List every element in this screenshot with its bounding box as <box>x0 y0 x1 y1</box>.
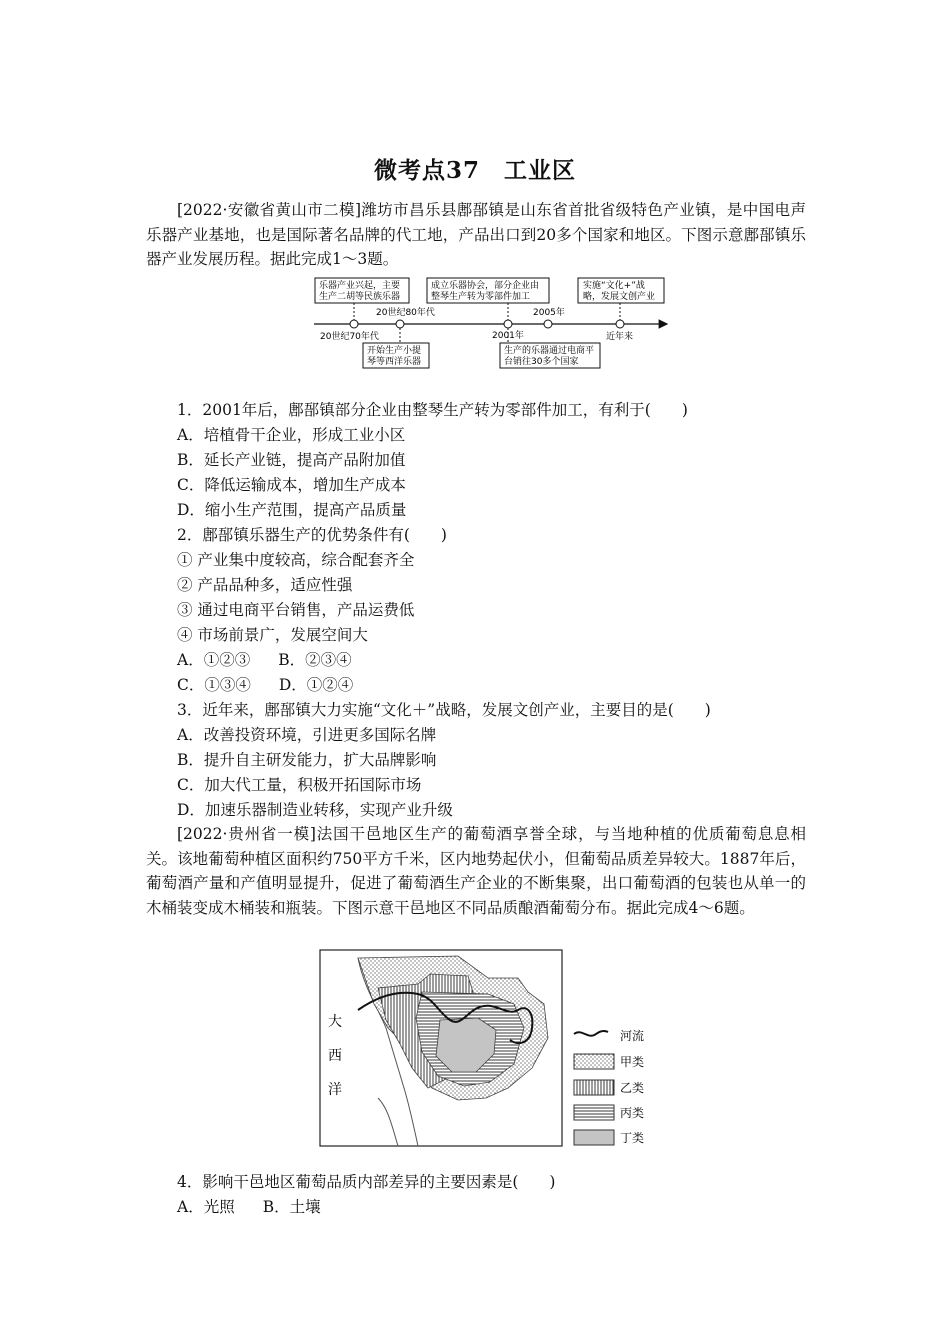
label-80s: 20世纪80年代 <box>376 308 435 318</box>
q3-option-d: D．加速乐器制造业转移，实现产业升级 <box>177 801 453 819</box>
legend-river-label: 河流 <box>620 1029 645 1043</box>
q2-statement-3: ③ 通过电商平台销售，产品运费低 <box>177 601 415 619</box>
q2-option-c: C．①③④ <box>177 676 251 694</box>
q3-option-c: C．加大代工量，积极开拓国际市场 <box>177 776 422 794</box>
node-recent <box>616 320 624 328</box>
q1-option-b: B．延长产业链，提高产品附加值 <box>177 451 406 469</box>
vineyard-map-figure <box>318 948 658 1150</box>
legend-bing-swatch <box>574 1105 614 1120</box>
legend-river-swatch <box>574 1031 608 1036</box>
legend-bing-label: 丙类 <box>620 1106 645 1120</box>
ocean-char-3: 洋 <box>328 1082 342 1098</box>
q2-option-b: B．②③④ <box>278 651 352 669</box>
legend-yi-swatch <box>574 1080 614 1095</box>
event-box-3-line-2: 略，发展文创产业 <box>583 292 656 302</box>
q1-option-a: A．培植骨干企业，形成工业小区 <box>177 426 406 444</box>
q1-option-c: C．降低运输成本，增加生产成本 <box>177 476 406 494</box>
q4-option-b: B．土壤 <box>262 1198 321 1216</box>
q1-option-d: D．缩小生产范围，提高产品质量 <box>177 501 407 519</box>
q2-options-cd <box>177 673 353 697</box>
event-box-5-line-2: 台销往30多个国家 <box>504 357 579 367</box>
q2-option-a: A．①②③ <box>177 651 251 669</box>
node-2005 <box>544 320 552 328</box>
q2-options-ab <box>177 648 352 672</box>
intro-paragraph-1: [2022·安徽省黄山市二模]潍坊市昌乐县鄌郚镇是山东省首批省级特色产业镇，是中国电声乐器产业基地，也是国际著名品牌的代工地，产品出口到20多个国家和地区。下图示意鄌郚镇乐器产业发展历程。据此完成1～3题。 <box>146 201 806 269</box>
legend-jia-label: 甲类 <box>620 1055 645 1069</box>
event-box-2-line-2: 整琴生产转为零部件加工 <box>431 292 531 302</box>
label-2005: 2005年 <box>533 308 565 318</box>
event-box-4-line-2: 琴等西洋乐器 <box>367 357 422 367</box>
label-2001: 2001年 <box>492 331 524 341</box>
event-box-1-line-2: 生产二胡等民族乐器 <box>319 292 401 302</box>
label-70s: 20世纪70年代 <box>320 332 379 342</box>
q1-stem: 1．2001年后，鄌郚镇部分企业由整琴生产转为零部件加工，有利于( ) <box>177 401 688 419</box>
label-recent: 近年来 <box>606 332 634 342</box>
q2-statement-1: ① 产业集中度较高，综合配套齐全 <box>177 551 415 569</box>
event-box-4-line-1: 开始生产小提 <box>367 346 422 356</box>
event-box-1-line-1: 乐器产业兴起，主要 <box>319 281 401 291</box>
node-70s <box>350 320 358 328</box>
ocean-char-1: 大 <box>328 1014 342 1030</box>
q4-options-ab <box>177 1195 321 1219</box>
legend-jia-swatch <box>574 1054 614 1069</box>
legend-ding-swatch <box>574 1130 614 1145</box>
node-80s <box>396 320 404 328</box>
legend-yi-label: 乙类 <box>620 1081 645 1095</box>
q2-option-d: D．①②④ <box>278 676 354 694</box>
q2-statement-4: ④ 市场前景广，发展空间大 <box>177 626 368 644</box>
q3-option-b: B．提升自主研发能力，扩大品牌影响 <box>177 751 437 769</box>
timeline-figure <box>310 276 675 372</box>
event-box-2-line-1: 成立乐器协会，部分企业由 <box>431 281 540 291</box>
q4-option-a: A．光照 <box>177 1198 235 1216</box>
node-2001 <box>504 320 512 328</box>
intro-paragraph-2: [2022·贵州省一模]法国干邑地区生产的葡萄酒享誉全球，与当地种植的优质葡萄息息相关。该地葡萄种植区面积约750平方千米，区内地势起伏小，但葡萄品质差异较大。1887年后，葡萄酒产量和产值明显提升，促进了葡萄酒生产企业的不断集聚，出口葡萄酒的包装也从单一的木桶装变成木桶装和瓶装。下图示意干邑地区不同品质酿酒葡萄分布。据此完成4～6题。 <box>146 825 806 917</box>
event-box-3-line-1: 实施“文化+”战 <box>583 281 645 291</box>
ocean-char-2: 西 <box>328 1048 342 1064</box>
event-box-5-line-1: 生产的乐器通过电商平 <box>504 346 595 356</box>
legend-ding-label: 丁类 <box>620 1131 645 1145</box>
q2-stem: 2．鄌郚镇乐器生产的优势条件有( ) <box>177 526 447 544</box>
q3-option-a: A．改善投资环境，引进更多国际名牌 <box>177 726 437 744</box>
page-title: 微考点37 工业区 <box>373 157 576 184</box>
q2-statement-2: ② 产品品种多，适应性强 <box>177 576 353 594</box>
map-legend <box>574 1028 644 1145</box>
q3-stem: 3．近年来，鄌郚镇大力实施“文化＋”战略，发展文创产业，主要目的是( ) <box>177 701 711 719</box>
q4-stem: 4．影响干邑地区葡萄品质内部差异的主要因素是( ) <box>177 1173 556 1191</box>
